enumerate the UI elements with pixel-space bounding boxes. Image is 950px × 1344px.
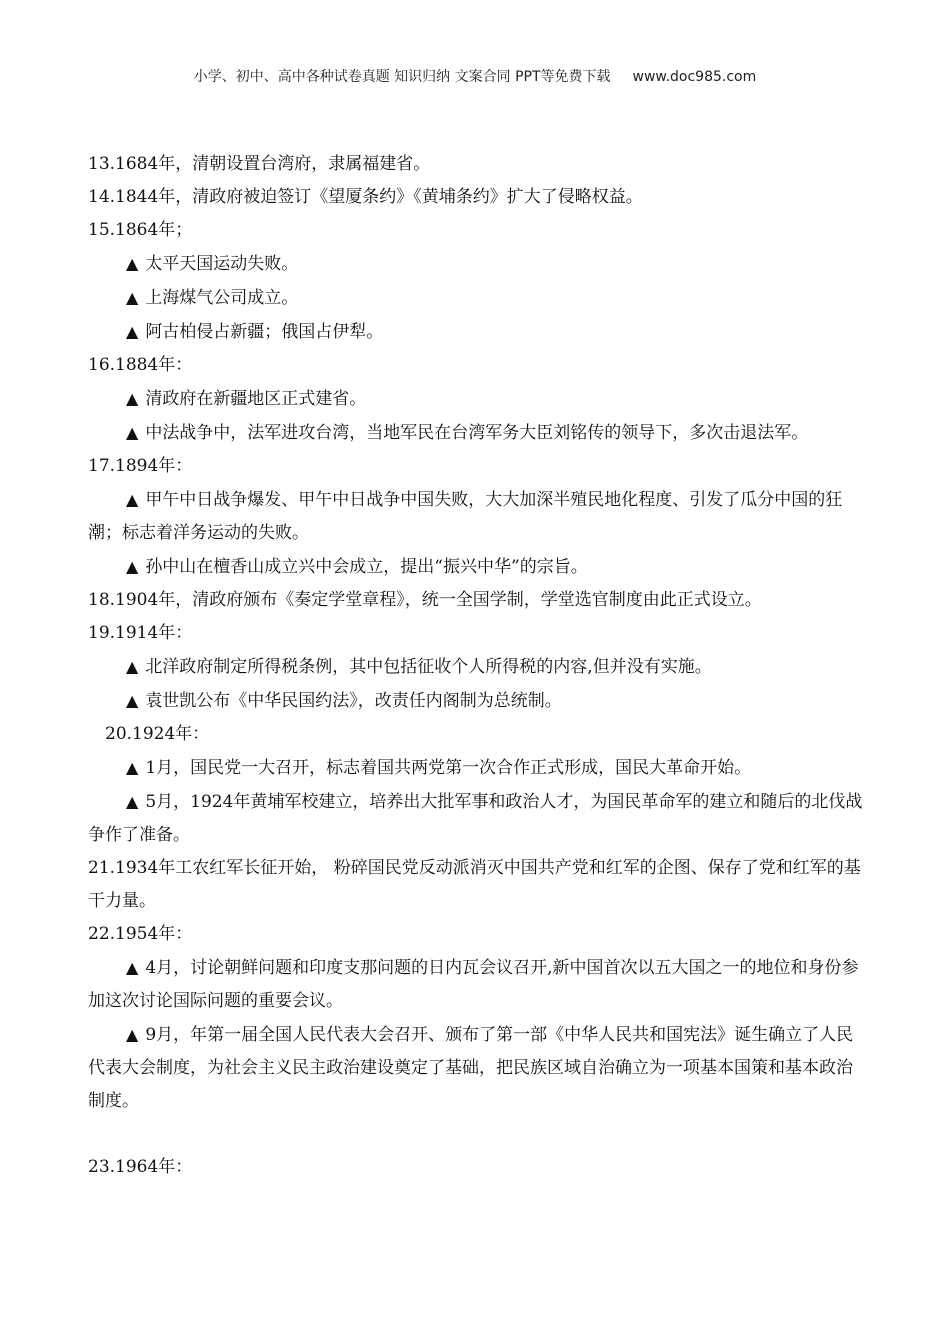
- triangle-bullet-icon: ▲: [126, 423, 139, 442]
- item-22: 22.1954年：: [88, 924, 193, 944]
- bullet-16b: [88, 416, 868, 450]
- bullet-text: 太平天国运动失败。: [145, 254, 299, 274]
- document-body: [88, 148, 868, 1184]
- bullet-20b: [88, 785, 868, 852]
- bullet-15a: [88, 247, 868, 281]
- triangle-bullet-icon: ▲: [126, 490, 139, 509]
- triangle-bullet-icon: ▲: [126, 557, 139, 576]
- bullet-19a: [88, 650, 868, 684]
- page-header: [0, 66, 950, 86]
- item-15: 15.1864年；: [88, 220, 193, 240]
- bullet-text: 4月，讨论朝鲜问题和印度支那问题的日内瓦会议召开,新中国首次以五大国之一的地位和身份参加这次讨论国际问题的重要会议。: [88, 958, 859, 1011]
- bullet-text: 1月，国民党一大召开，标志着国共两党第一次合作正式形成，国民大革命开始。: [145, 758, 752, 778]
- item-20: 20.1924年：: [105, 724, 210, 744]
- bullet-text: 阿古柏侵占新疆；俄国占伊犁。: [145, 322, 384, 342]
- bullet-text: 甲午中日战争爆发、甲午中日战争中国失败，大大加深半殖民地化程度、引发了瓜分中国的狂潮；标志着洋务运动的失败。: [88, 490, 843, 543]
- bullet-text: 中法战争中，法军进攻台湾，当地军民在台湾军务大臣刘铭传的领导下，多次击退法军。: [145, 423, 809, 443]
- header-text: 小学、初中、高中各种试卷真题 知识归纳 文案合同 PPT等免费下载: [193, 69, 611, 85]
- item-18: 18.1904年，清政府颁布《奏定学堂章程》，统一全国学制，学堂选官制度由此正式设立。: [88, 590, 762, 610]
- triangle-bullet-icon: ▲: [126, 389, 139, 408]
- triangle-bullet-icon: ▲: [126, 657, 139, 676]
- triangle-bullet-icon: ▲: [126, 254, 139, 273]
- item-19: 19.1914年：: [88, 623, 193, 643]
- triangle-bullet-icon: ▲: [126, 758, 139, 777]
- header-site-url[interactable]: www.doc985.com: [632, 69, 757, 85]
- bullet-text: 5月，1924年黄埔军校建立，培养出大批军事和政治人才，为国民革命军的建立和随后的北伐战争作了准备。: [88, 792, 863, 845]
- bullet-text: 北洋政府制定所得税条例，其中包括征收个人所得税的内容,但并没有实施。: [145, 657, 712, 677]
- bullet-text: 孙中山在檀香山成立兴中会成立，提出“振兴中华”的宗旨。: [145, 557, 588, 577]
- triangle-bullet-icon: ▲: [126, 288, 139, 307]
- item-21: 21.1934年工农红军长征开始， 粉碎国民党反动派消灭中国共产党和红军的企图、保存了党和红军的基干力量。: [88, 858, 861, 911]
- bullet-20a: [88, 751, 868, 785]
- item-14: 14.1844年，清政府被迫签订《望厦条约》《黄埔条约》扩大了侵略权益。: [88, 187, 643, 207]
- bullet-text: 清政府在新疆地区正式建省。: [145, 389, 367, 409]
- item-13: 13.1684年，清朝设置台湾府，隶属福建省。: [88, 154, 431, 174]
- bullet-22a: [88, 951, 868, 1018]
- item-23: 23.1964年：: [88, 1157, 193, 1177]
- bullet-15c: [88, 315, 868, 349]
- bullet-text: 9月，年第一届全国人民代表大会召开、颁布了第一部《中华人民共和国宪法》诞生确立了人民代表大会制度，为社会主义民主政治建设奠定了基础，把民族区域自治确立为一项基本国策和基本政治制度。: [88, 1025, 854, 1111]
- bullet-15b: [88, 281, 868, 315]
- triangle-bullet-icon: ▲: [126, 322, 139, 341]
- blank-line: [88, 1118, 868, 1151]
- item-16: 16.1884年：: [88, 355, 193, 375]
- triangle-bullet-icon: ▲: [126, 691, 139, 710]
- bullet-22b: [88, 1018, 868, 1118]
- bullet-16a: [88, 382, 868, 416]
- triangle-bullet-icon: ▲: [126, 1025, 139, 1044]
- bullet-17a: [88, 483, 868, 550]
- bullet-19b: [88, 684, 868, 718]
- triangle-bullet-icon: ▲: [126, 958, 139, 977]
- bullet-text: 上海煤气公司成立。: [145, 288, 299, 308]
- item-17: 17.1894年：: [88, 456, 193, 476]
- bullet-17b: [88, 550, 868, 584]
- bullet-text: 袁世凯公布《中华民国约法》，改责任内阁制为总统制。: [145, 691, 562, 711]
- triangle-bullet-icon: ▲: [126, 792, 139, 811]
